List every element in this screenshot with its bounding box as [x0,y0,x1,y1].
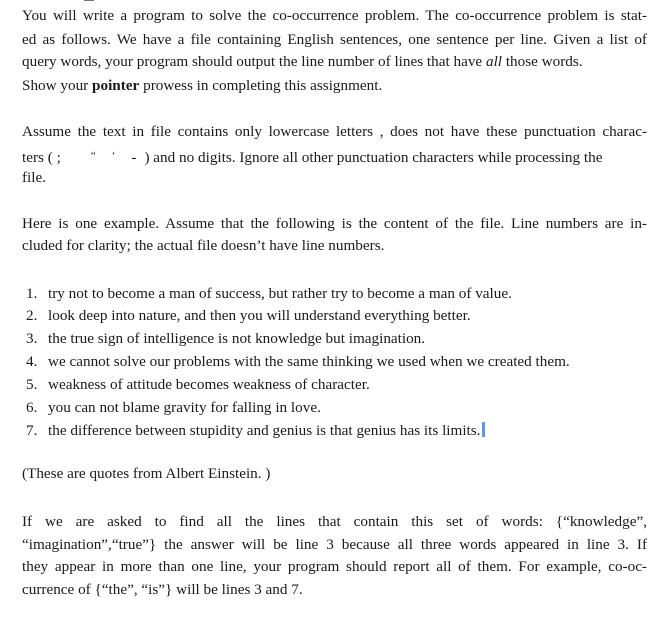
intro-line-4 [22,76,382,96]
line-number: 7. [26,422,38,439]
list-item [26,284,512,304]
assume-line-2 [22,146,602,168]
example-line-2: cluded for clarity; the actual file doesn’t have line numbers. [22,237,385,254]
list-item [26,375,370,395]
query-line-2: “imagination”,“true”} the answer will be line 3 because all three words appeared in line 3. If [22,536,647,553]
line-text: you can not blame gravity for falling in love. [48,399,321,416]
line-text: look deep into nature, and then you will understand everything better. [48,307,471,324]
example-line-1: Here is one example. Assume that the following is the content of the file. Line numbers are in- [22,215,647,232]
line-text: weakness of attitude becomes weakness of character. [48,376,370,393]
list-item [26,398,321,418]
list-item [26,352,570,372]
left-single-quote: ‘ [111,150,116,162]
line-number: 2. [26,307,38,324]
assume-line-2-start: ters ( ; [22,149,61,166]
line-number: 5. [26,376,38,393]
line-text: we cannot solve our problems with the same thinking we used when we created them. [48,353,570,370]
top-rule [84,0,94,1]
intro-line-1: You will write a program to solve the co-occurrence problem. The co-occurrence problem is stat- [22,7,647,24]
query-line-3: they appear in more than one line, your program should report all of them. For example, co-oc- [22,558,647,575]
line-text: try not to become a man of success, but rather try to become a man of value. [48,285,512,302]
hyphen-char: - [131,149,137,166]
intro-line-4-end: prowess in completing this assignment. [139,77,383,94]
intro-line-3-start: query words, your program should output the line number of lines that have [22,53,486,70]
query-line-1: If we are asked to find all the lines that contain this set of words: {“knowledge”, [22,513,647,530]
intro-line-4-start: Show your [22,77,93,94]
query-line-4: currence of {“the”, “is”} will be lines 3 and 7. [22,581,303,598]
intro-line-2: ed as follows. We have a file containing English sentences, one sentence per line. Given a list of [22,31,647,48]
quotes-note-text: (These are quotes from Albert Einstein. ) [22,465,271,482]
bold-pointer: pointer [92,77,140,94]
text-cursor [482,422,485,437]
list-item [26,421,485,441]
assume-line-2-end: ) and no digits. Ignore all other punctuation characters while processing the [144,149,603,166]
line-number: 6. [26,399,38,416]
intro-line-3-end: those words. [502,53,583,70]
line-number: 4. [26,353,38,370]
line-number: 1. [26,285,38,302]
emphasis-all: all [485,53,503,70]
list-item [26,306,471,326]
line-number: 3. [26,330,38,347]
assume-line-3: file. [22,169,47,186]
left-double-quote: “ [90,150,96,162]
intro-line-3 [22,52,583,72]
list-item [26,329,425,349]
assume-line-1: Assume the text in file contains only lowercase letters , does not have these punctuation charac- [22,123,647,140]
line-text: the true sign of intelligence is not knowledge but imagination. [48,330,426,347]
line-text: the difference between stupidity and genius is that genius has its limits. [48,422,481,439]
